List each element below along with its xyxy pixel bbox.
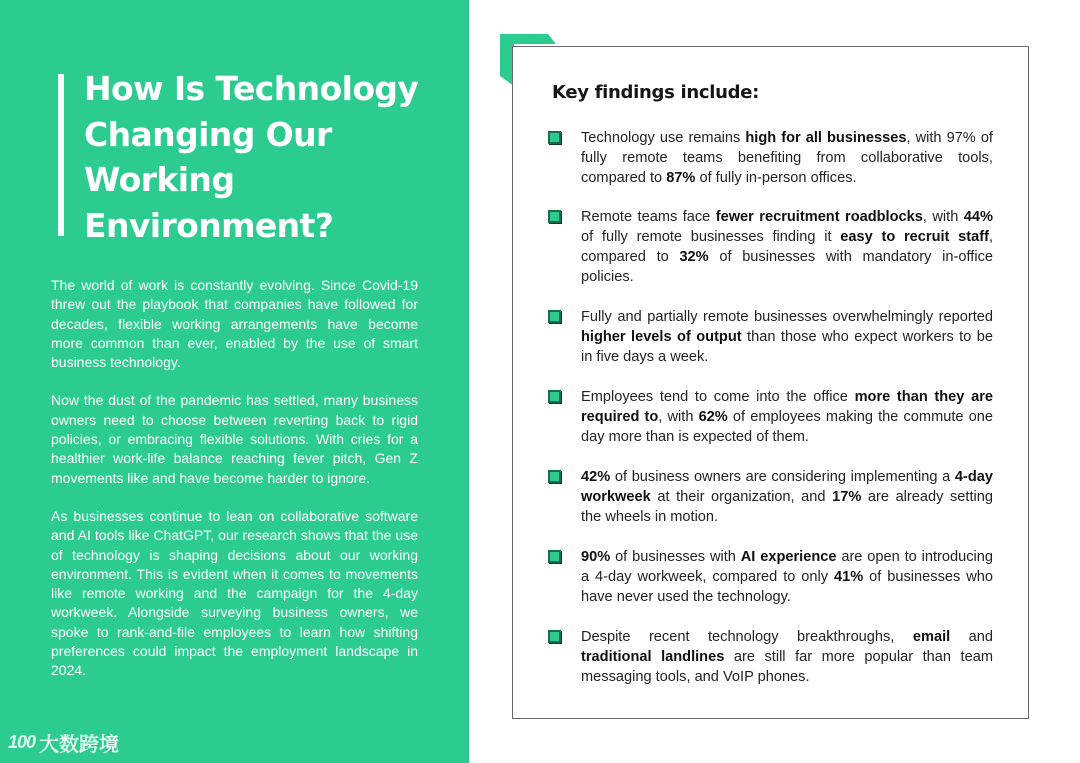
checkbox-bullet-icon bbox=[548, 310, 561, 323]
finding-text bbox=[581, 547, 993, 607]
finding-run: of employees making the commute one day more than is expected of them. bbox=[581, 409, 993, 445]
finding-run: Despite recent technology breakthroughs, bbox=[581, 629, 913, 645]
finding-run: of fully in-person offices. bbox=[695, 170, 857, 186]
intro-text bbox=[51, 276, 418, 700]
finding-item bbox=[548, 467, 994, 527]
finding-highlight: AI experience bbox=[740, 549, 837, 565]
finding-run: are open to introducing a 4-day workweek, compared to only bbox=[581, 549, 994, 585]
finding-highlight: 90% bbox=[581, 549, 611, 565]
finding-highlight: more than they are required to bbox=[581, 389, 993, 425]
finding-run: Technology use remains bbox=[581, 130, 746, 146]
finding-highlight: 4-day workweek bbox=[581, 469, 993, 505]
finding-item bbox=[548, 307, 994, 367]
finding-run: than those who expect workers to be in five days a week. bbox=[581, 329, 994, 365]
watermark bbox=[8, 728, 119, 757]
finding-text bbox=[581, 207, 993, 287]
intro-paragraph: As businesses continue to lean on collaborative software and AI tools like ChatGPT, our research shows that the use of technology is shaping decisions about our working environment. This is evident when it comes to movements like remote working and the campaign for the 4-day workweek. Alongside surveying business owners, we spoke to rank-and-file employees to learn how shifting preferences could impact the employment landscape in 2024. bbox=[51, 507, 418, 679]
intro-paragraph: Now the dust of the pandemic has settled, many business owners need to choose between reverting back to rigid policies, or embracing flexible solutions. With cries for a healthier work-life balance reaching fever pitch, Gen Z movements like and have become harder to ignore. bbox=[51, 392, 418, 486]
checkbox-bullet-icon bbox=[548, 210, 561, 223]
finding-item bbox=[548, 627, 994, 687]
finding-highlight: higher levels of output bbox=[581, 329, 742, 345]
finding-highlight: 41% bbox=[834, 569, 864, 585]
finding-highlight: 62% bbox=[698, 409, 728, 425]
intro-paragraph: The world of work is constantly evolving. Since Covid-19 threw out the playbook that companies have followed for decades, flexible working arrangements have become more common than ever, enabled by the use of smart business technology. bbox=[51, 277, 418, 371]
findings-heading: Key findings include: bbox=[552, 82, 760, 103]
finding-highlight: 44% bbox=[963, 209, 993, 225]
finding-run: and bbox=[950, 629, 994, 645]
title-accent-bar bbox=[58, 74, 64, 236]
finding-run: Fully and partially remote businesses overwhelmingly reported bbox=[581, 309, 993, 325]
finding-item bbox=[548, 207, 994, 287]
finding-highlight: traditional landlines bbox=[581, 649, 725, 665]
checkbox-bullet-icon bbox=[548, 390, 561, 403]
watermark-logo-icon: 100 bbox=[8, 732, 36, 752]
finding-text bbox=[581, 307, 993, 367]
finding-text bbox=[581, 128, 993, 188]
finding-item bbox=[548, 387, 994, 447]
finding-highlight: 17% bbox=[832, 489, 862, 505]
finding-run: at their organization, and bbox=[650, 489, 833, 505]
finding-run: of businesses who have never used the technology. bbox=[581, 569, 993, 605]
finding-text bbox=[581, 387, 993, 447]
checkbox-bullet-icon bbox=[548, 630, 561, 643]
finding-run: , with bbox=[922, 209, 964, 225]
checkbox-bullet-icon bbox=[548, 470, 561, 483]
left-panel bbox=[0, 0, 469, 763]
finding-highlight: easy to recruit staff bbox=[840, 229, 989, 245]
finding-run: of businesses with bbox=[610, 549, 741, 565]
finding-highlight: high for all businesses bbox=[745, 130, 907, 146]
finding-run: are already setting the wheels in motion. bbox=[581, 489, 993, 525]
finding-text bbox=[581, 627, 993, 687]
finding-run: Remote teams face bbox=[581, 209, 716, 225]
finding-run: , with bbox=[658, 409, 699, 425]
finding-highlight: email bbox=[912, 629, 951, 645]
finding-highlight: 87% bbox=[666, 170, 696, 186]
checkbox-bullet-icon bbox=[548, 131, 561, 144]
finding-highlight: 42% bbox=[581, 469, 611, 485]
finding-text bbox=[581, 467, 993, 527]
finding-item bbox=[548, 547, 994, 607]
finding-highlight: fewer recruitment roadblocks bbox=[715, 209, 923, 225]
watermark-text: 大数跨境 bbox=[39, 734, 120, 756]
finding-run: are still far more popular than team messaging tools, and VoIP phones. bbox=[581, 649, 993, 685]
page-title: How Is Technology Changing Our Working Environment? bbox=[84, 69, 419, 245]
finding-run: Employees tend to come into the office bbox=[581, 389, 855, 405]
finding-run: , with 97% of fully remote teams benefiting from collaborative tools, compared to bbox=[581, 130, 993, 186]
finding-item bbox=[548, 128, 994, 188]
finding-run: , compared to bbox=[581, 229, 994, 265]
checkbox-bullet-icon bbox=[548, 550, 561, 563]
finding-run: of businesses with mandatory in-office policies. bbox=[581, 249, 993, 285]
finding-highlight: 32% bbox=[679, 249, 709, 265]
finding-run: of business owners are considering implementing a bbox=[610, 469, 955, 485]
finding-run: of fully remote businesses finding it bbox=[581, 229, 841, 245]
